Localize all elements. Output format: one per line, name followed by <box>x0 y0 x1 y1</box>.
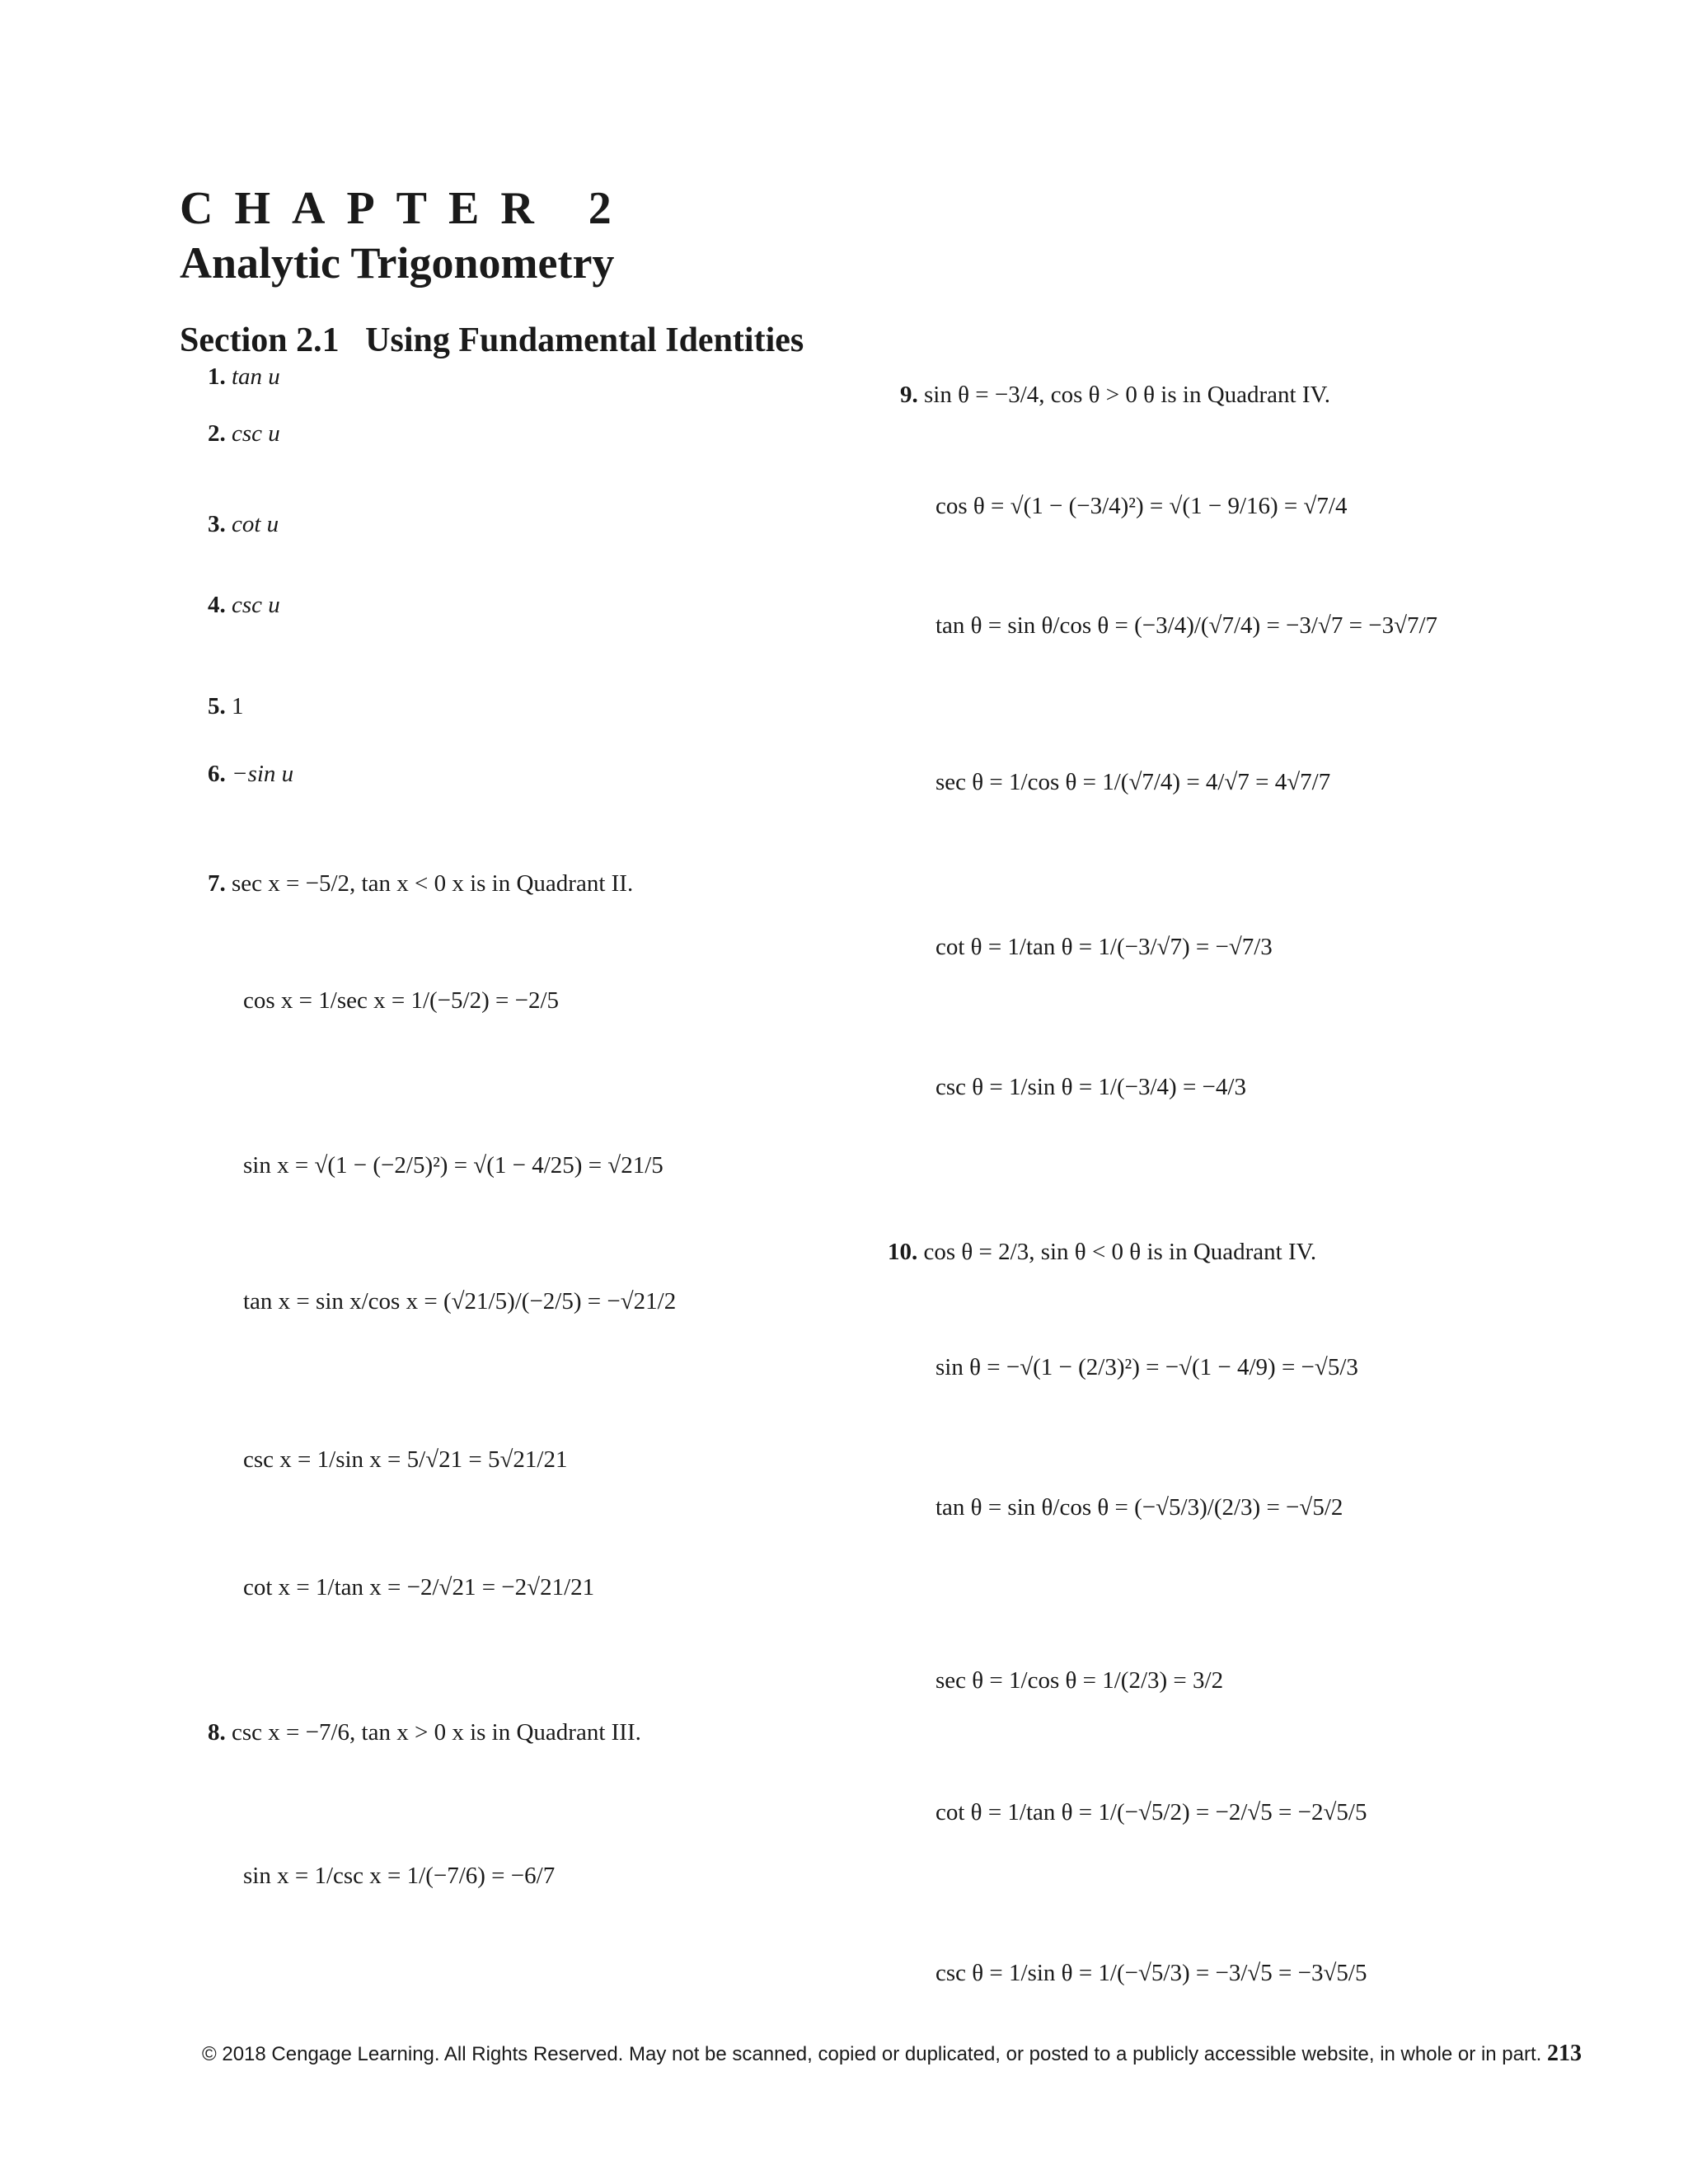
ex8-sin: sin x = 1/csc x = 1/(−7/6) = −6/7 <box>243 1863 556 1889</box>
exercise-5: 5. 1 <box>208 693 244 719</box>
ex10-csc: csc θ = 1/sin θ = 1/(−√5/3) = −3/√5 = −3√5/5 <box>935 1960 1367 1986</box>
page-number: 213 <box>1546 2041 1582 2066</box>
ex9-tan: tan θ = sin θ/cos θ = (−3/4)/(√7/4) = −3/√7 = −3√7/7 <box>935 612 1438 639</box>
section-title: Section 2.1 Using Fundamental Identities <box>180 321 804 359</box>
exercise-7: 7. sec x = −5/2, tan x < 0 x is in Quadrant II. <box>208 870 634 897</box>
ex10-tan: tan θ = sin θ/cos θ = (−√5/3)/(2/3) = −√5/2 <box>935 1494 1343 1521</box>
ex9-cot: cot θ = 1/tan θ = 1/(−3/√7) = −√7/3 <box>935 934 1273 960</box>
ex10-cot: cot θ = 1/tan θ = 1/(−√5/2) = −2/√5 = −2√5/5 <box>935 1799 1367 1825</box>
exercise-9: 9. sin θ = −3/4, cos θ > 0 θ is in Quadrant IV. <box>900 382 1330 408</box>
chapter-title: Analytic Trigonometry <box>180 238 615 288</box>
ex10-sin: sin θ = −√(1 − (2/3)²) = −√(1 − 4/9) = −√5/3 <box>935 1354 1358 1380</box>
exercise-4: 4. csc u <box>208 592 280 618</box>
ex7-sin: sin x = √(1 − (−2/5)²) = √(1 − 4/25) = √21/5 <box>243 1152 663 1179</box>
ex7-cos: cos x = 1/sec x = 1/(−5/2) = −2/5 <box>243 987 560 1014</box>
exercise-10: 10. cos θ = 2/3, sin θ < 0 θ is in Quadrant IV. <box>888 1239 1317 1265</box>
ex9-csc: csc θ = 1/sin θ = 1/(−3/4) = −4/3 <box>935 1074 1246 1100</box>
copyright-footer: © 2018 Cengage Learning. All Rights Reserved. May not be scanned, copied or duplicated, or posted to a publicly accessible website, in whole or in part. 213 <box>202 2041 1582 2066</box>
ex9-sec: sec θ = 1/cos θ = 1/(√7/4) = 4/√7 = 4√7/7 <box>935 769 1331 795</box>
chapter-label: CHAPTER 2 <box>180 183 633 234</box>
ex10-sec: sec θ = 1/cos θ = 1/(2/3) = 3/2 <box>935 1667 1224 1694</box>
exercise-2: 2. csc u <box>208 420 280 447</box>
ex7-csc: csc x = 1/sin x = 5/√21 = 5√21/21 <box>243 1446 568 1473</box>
exercise-6: 6. −sin u <box>208 761 294 787</box>
ex7-tan: tan x = sin x/cos x = (√21/5)/(−2/5) = −√21/2 <box>243 1288 677 1315</box>
exercise-1: 1. tan u <box>208 363 280 390</box>
exercise-8: 8. csc x = −7/6, tan x > 0 x is in Quadrant III. <box>208 1719 641 1746</box>
ex7-cot: cot x = 1/tan x = −2/√21 = −2√21/21 <box>243 1574 595 1601</box>
exercise-3: 3. cot u <box>208 511 279 537</box>
ex9-cos: cos θ = √(1 − (−3/4)²) = √(1 − 9/16) = √7/4 <box>935 493 1348 519</box>
